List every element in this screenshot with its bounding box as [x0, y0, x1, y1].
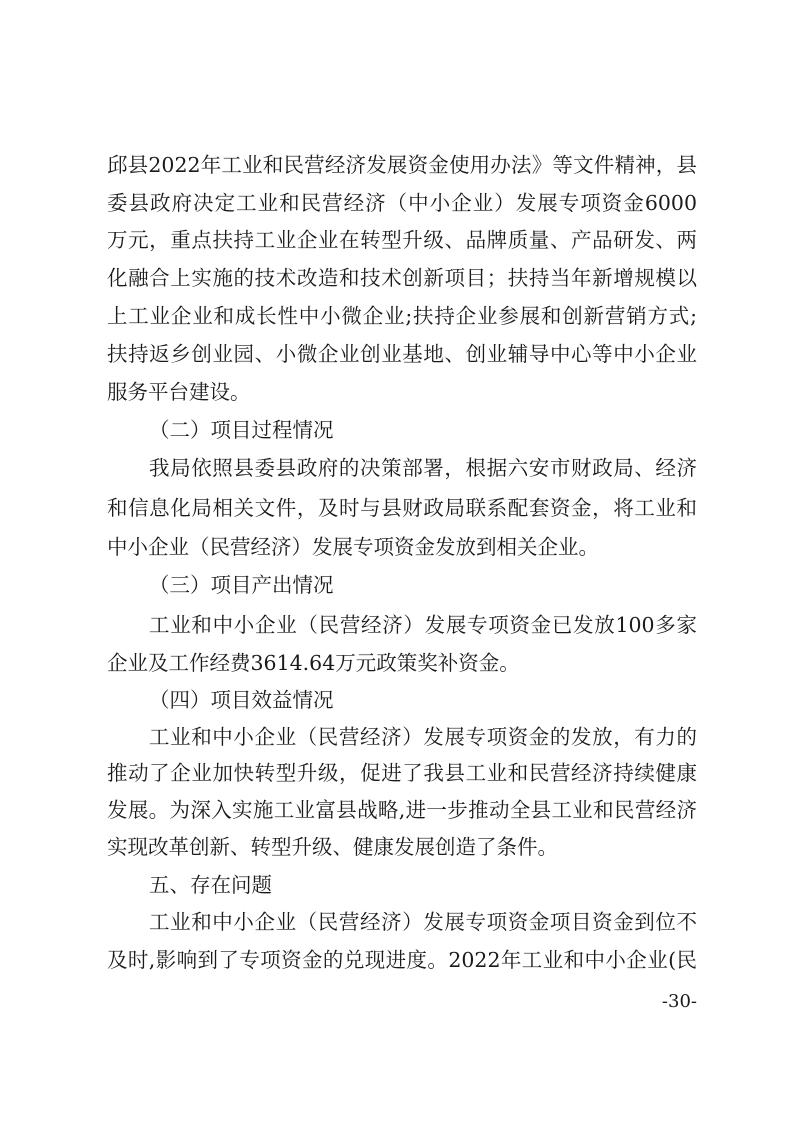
body-text-line: 企业及工作经费3614.64万元政策奖补资金。	[107, 651, 520, 675]
body-text-line: 扶持返乡创业园、小微企业创业基地、创业辅导中心等中小企业	[107, 342, 697, 366]
body-text-line: 我局依照县委县政府的决策部署，根据六安市财政局、经济	[149, 456, 697, 480]
body-text-line: 化融合上实施的技术改造和技术创新项目；扶持当年新增规模以	[107, 266, 697, 290]
body-text-line: 实现改革创新、转型升级、健康发展创造了条件。	[107, 835, 558, 859]
section-heading: （二）项目过程情况	[149, 418, 334, 442]
body-text-line: 和信息化局相关文件，及时与县财政局联系配套资金，将工业和	[107, 496, 697, 520]
section-heading: 五、存在问题	[149, 873, 272, 897]
body-text-line: 推动了企业加快转型升级，促进了我县工业和民营经济持续健康	[107, 761, 697, 785]
body-text-line: 上工业企业和成长性中小微企业;扶持企业参展和创新营销方式;	[107, 304, 697, 328]
body-text-line: 及时,影响到了专项资金的兑现进度。2022年工业和中小企业(民	[107, 948, 697, 972]
body-text-line: 邱县2022年工业和民营经济发展资金使用办法》等文件精神，县	[107, 153, 697, 177]
body-text-line: 工业和中小企业（民营经济）发展专项资金已发放100多家	[149, 613, 697, 637]
section-heading: （三）项目产出情况	[149, 573, 334, 597]
body-text-line: 中小企业（民营经济）发展专项资金发放到相关企业。	[107, 535, 599, 559]
body-text-line: 万元，重点扶持工业企业在转型升级、品牌质量、产品研发、两	[107, 228, 697, 252]
page-number: -30-	[661, 991, 697, 1012]
body-text-line: 委县政府决定工业和民营经济（中小企业）发展专项资金6000	[107, 191, 697, 215]
section-heading: （四）项目效益情况	[149, 688, 334, 712]
body-text-line: 工业和中小企业（民营经济）发展专项资金的发放，有力的	[149, 725, 697, 749]
body-text-line: 发展。为深入实施工业富县战略,进一步推动全县工业和民营经济	[107, 798, 697, 822]
body-text-line: 工业和中小企业（民营经济）发展专项资金项目资金到位不	[149, 910, 697, 934]
body-text-line: 服务平台建设。	[107, 380, 251, 404]
